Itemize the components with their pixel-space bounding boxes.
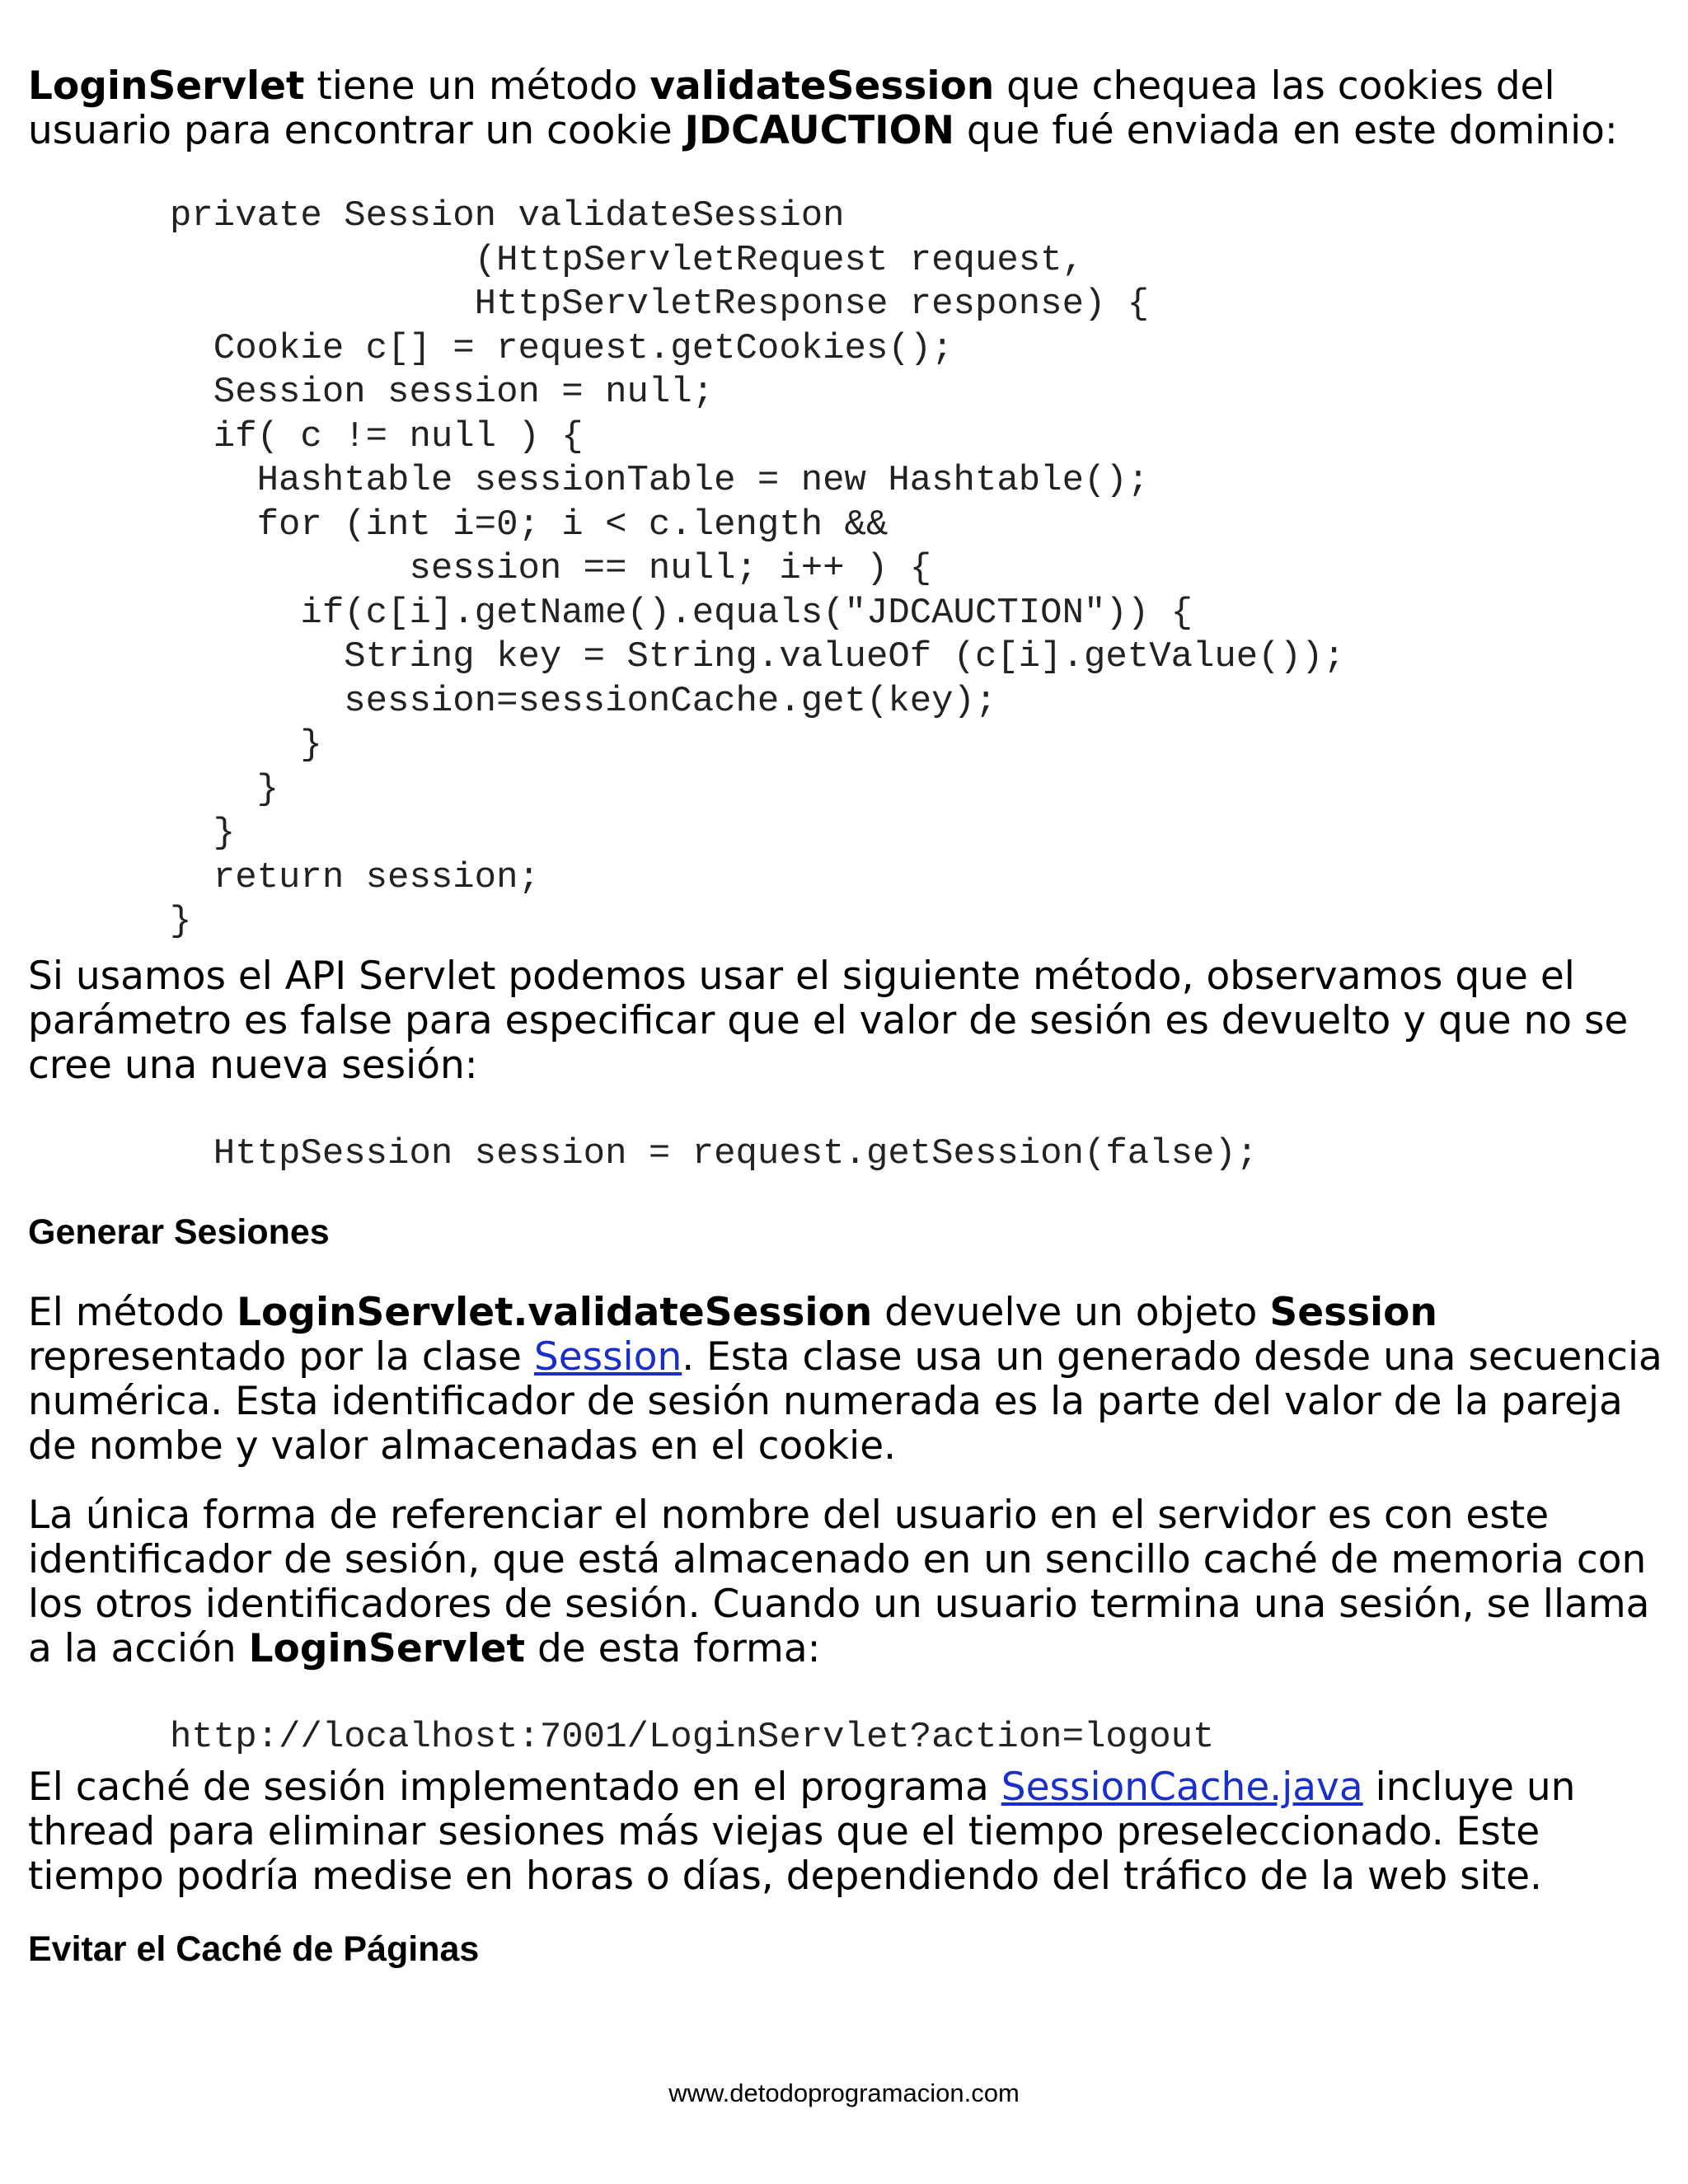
logout-url-code-line: http://localhost:7001/LoginServlet?action=logout [170, 1717, 1215, 1758]
intro-paragraph: LoginServlet tiene un método validateSession que chequea las cookies del usuario para encontrar un cookie JDCAUCTION que fué enviada en este dominio: [28, 63, 1618, 153]
session-cache-java-link[interactable]: SessionCache.java [1001, 1764, 1363, 1810]
get-session-code-line: HttpSession session = request.getSession(false); [170, 1132, 1259, 1174]
servlet-api-paragraph: Si usamos el API Servlet podemos usar el siguiente método, observamos que el parámetro es false para especificar que el valor de sesión es devuelto y que no se cree una nueva sesión: [28, 953, 1629, 1088]
validate-session-code-block: private Session validateSession (HttpServletRequest request, HttpServletResponse response) { Cookie c[] = request.getCookies(); Session session = null; if( c != null ) { Hashtable sessionTable = new Hashtable(); for (int i=0; i < c.length && session == null; i++ ) { if(c[i].getName().equals("JDCAUCTION")) { String key = String.valueOf (c[i].getValue()); session=sessionCache.get(key); } } } return session; } [170, 195, 1345, 942]
section-heading-generar-sesiones: Generar Sesiones [28, 1212, 330, 1252]
session-cache-paragraph: El caché de sesión implementado en el programa SessionCache.java incluye un thread para eliminar sesiones más viejas que el tiempo preseleccionado. Este tiempo podría medise en horas o días, dependiendo del tráfico de la web site. [28, 1764, 1576, 1899]
bold-term: validateSession [649, 63, 995, 109]
section-heading-evitar-cache: Evitar el Caché de Páginas [28, 1929, 480, 1969]
bold-term: LoginServlet [248, 1626, 526, 1671]
page-footer-url: www.detodoprogramacion.com [668, 2079, 1020, 2107]
bold-term: Session [1269, 1290, 1437, 1335]
session-class-link[interactable]: Session [533, 1334, 682, 1380]
session-object-paragraph: El método LoginServlet.validateSession devuelve un objeto Session representado por la clase Session. Esta clase usa un generado desde una secuencia numérica. Esta identificador de sesión numerada es la parte del valor de la pareja de nombe y valor almacenadas en el cookie. [28, 1290, 1662, 1469]
document-page [28, 64, 1668, 1970]
bold-term: JDCAUCTION [684, 108, 954, 153]
session-identifier-paragraph: La única forma de referenciar el nombre del usuario en el servidor es con este identificador de sesión, que está almacenado en un sencillo caché de memoria con los otros identificadores de sesión. Cuando un usuario termina una sesión, se llama a la acción LoginServlet de esta forma: [28, 1493, 1650, 1671]
bold-term: LoginServlet [28, 63, 305, 109]
bold-term: LoginServlet.validateSession [237, 1290, 873, 1335]
